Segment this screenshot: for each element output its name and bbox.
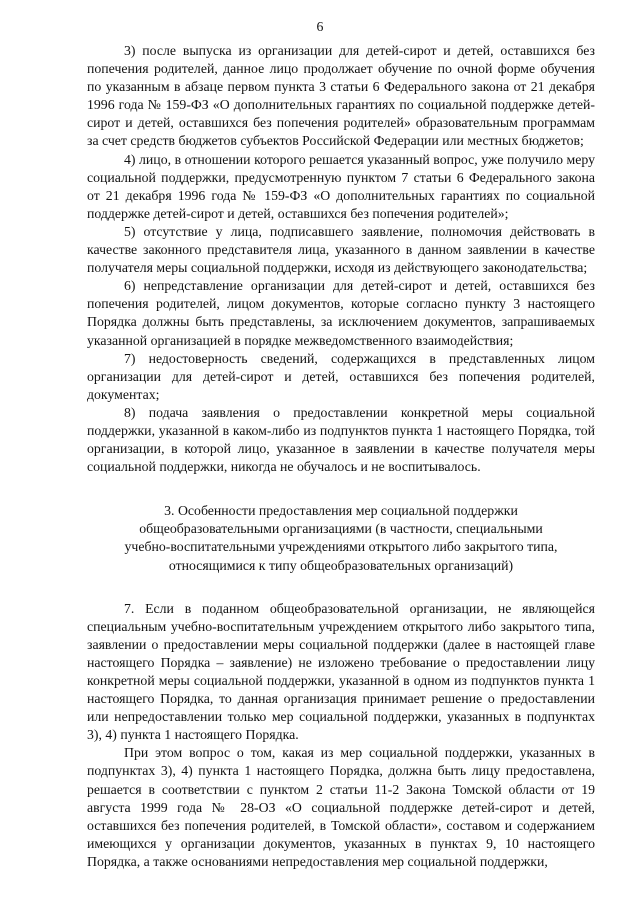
section-heading-line: относящимися к типу общеобразовательных организаций) bbox=[168, 557, 514, 573]
page-number: 6 bbox=[316, 19, 324, 34]
list-item-3: 3) после выпуска из организации для детей-сирот и детей, оставшихся без попечения родителей, данное лицо продолжает обучение по очной форме обучения по указанным в абзаце первом пункта 3 статьи 6 Федерального закона от 21 декабря 1996 года № 159-ФЗ «О дополнительных гарантиях по социальной поддержке детей-сирот и детей, оставшихся без попечения родителей» образовательным программам за счет средств бюджетов субъектов Российской Федерации или местных бюджетов; bbox=[87, 43, 595, 149]
clause-7-continuation: При этом вопрос о том, какая из мер социальной поддержки, указанных в подпунктах 3), 4) пункта 1 настоящего Порядка, должна быть лицу предоставлена, решается в соответствии с пунктом 2 статьи 11-2 Закона Томской области от 19 августа 1999 года № 28-ОЗ «О социальной поддержке детей-сирот и детей, оставшихся без попечения родителей, в Томской области», составом и содержанием имеющихся у организации документов, указанных в пунктах 9, 10 настоящего Порядка, а также основаниями непредоставления мер социальной поддержки, bbox=[87, 745, 595, 869]
page-body bbox=[87, 42, 595, 871]
list-item-8: 8) подача заявления о предоставлении конкретной меры социальной поддержки, указанной в каком-либо из подпунктов пункта 1 настоящего Порядка, той организации, в которой лицо, указанное в заявлении в качестве получателя меры социальной поддержки, никогда не обучалось и не воспитывалось. bbox=[87, 404, 595, 475]
clause-7: 7. Если в поданном общеобразовательной организации, не являющейся специальным учебно-воспитательным учреждением открытого либо закрытого типа, заявлении о предоставлении меры социальной поддержки (далее в настоящей главе настоящего Порядка – заявление) не изложено требование о предоставлении лицу конкретной меры социальной поддержки, указанной в одном из подпунктов пункта 1 настоящего Порядка, то данная организация принимает решение о предоставлении или непредоставлении только мер социальной поддержки, указанных в подпунктах 3), 4) пункта 1 настоящего Порядка. bbox=[87, 600, 595, 743]
section-heading bbox=[87, 502, 595, 574]
list-item-6: 6) непредставление организации для детей-сирот и детей, оставшихся без попечения родителей, лицом документов, которые согласно пункту 3 настоящего Порядка должны быть представлены, за исключением документов, запрашиваемых указанной организацией в порядке межведомственного взаимодействия; bbox=[87, 278, 595, 348]
section-heading-line: 3. Особенности предоставления мер социальной поддержки bbox=[164, 503, 518, 519]
section-heading-line: общеобразовательными организациями (в частности, специальными bbox=[139, 521, 543, 537]
section-heading-line: учебно-воспитательными учреждениями открытого либо закрытого типа, bbox=[124, 539, 558, 555]
list-item-7: 7) недостоверность сведений, содержащихся в представленных лицом организации для детей-сирот и детей, оставшихся без попечения родителей, документах; bbox=[87, 350, 595, 402]
list-item-4: 4) лицо, в отношении которого решается указанный вопрос, уже получило меру социальной поддержки, предусмотренную пунктом 7 статьи 6 Федерального закона от 21 декабря 1996 года № 159-ФЗ «О дополнительных гарантиях по социальной поддержке детей-сирот и детей, оставшихся без попечения родителей»; bbox=[87, 151, 595, 221]
list-item-5: 5) отсутствие у лица, подписавшего заявление, полномочия действовать в качестве законного представителя лица, указанного в данном заявлении в качестве получателя меры социальной поддержки, исходя из действующего законодательства; bbox=[87, 223, 595, 276]
